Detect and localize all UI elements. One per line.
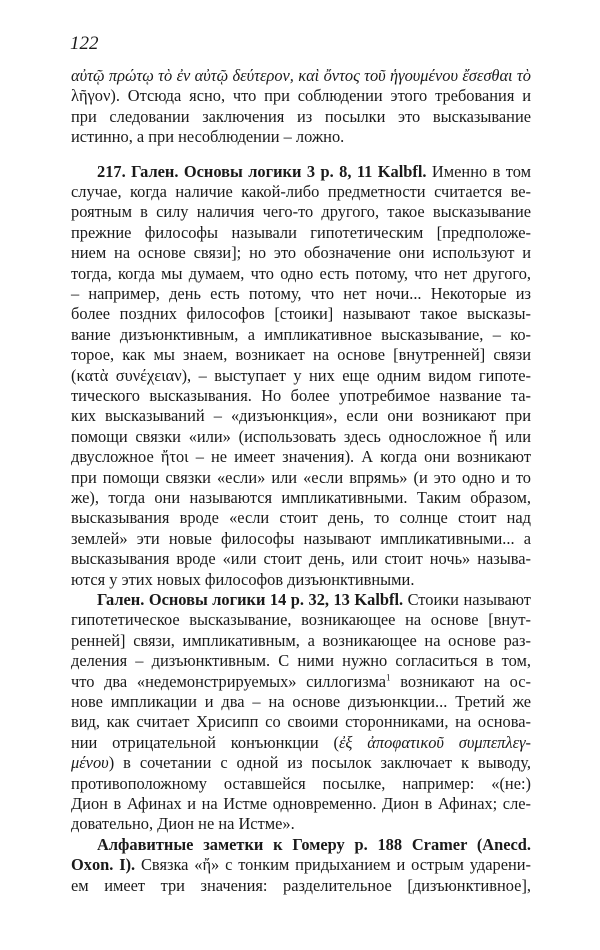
text-line <box>71 284 531 304</box>
text-line <box>97 162 531 182</box>
text-line <box>71 86 531 106</box>
text-line <box>71 366 531 386</box>
text-segment: μένου <box>71 753 109 773</box>
text-segment: ) в сочетании с одной из посылок заключает к выводу, <box>108 753 531 773</box>
text-line <box>71 753 531 773</box>
text-line <box>71 876 531 896</box>
footnote-ref: 1 <box>386 672 391 683</box>
text-segment: нием на основе связи]; но это обозначение они используют и <box>71 243 531 263</box>
text-line <box>71 855 531 875</box>
text-line <box>71 468 531 488</box>
text-line <box>71 549 531 569</box>
text-segment: прежние философы называли гипотетическим [предположе- <box>71 222 531 242</box>
page-number: 122 <box>70 33 99 54</box>
text-segment: вид, как считает Хрисипп со своими сторонниками, на основа- <box>71 712 531 732</box>
text-segment: ются у этих новых философов дизъюнктивными. <box>71 569 415 589</box>
text-segment: возникают на ос- <box>390 671 532 691</box>
text-segment: ем имеет три значения: разделительное [дизъюнктивное], <box>71 875 531 895</box>
text-segment: случае, когда наличие какой-либо предметности считается ве- <box>71 182 531 201</box>
text-line <box>71 406 531 426</box>
text-segment: двусложное ἤτοι – не имеет значения). А когда они возникают <box>71 447 531 467</box>
text-segment: высказывания вроде «или стоит день, или стоит ночь» называ- <box>71 549 531 569</box>
text-line <box>71 488 531 508</box>
text-line <box>71 127 531 147</box>
text-segment: нии отрицательной конъюнкции ( <box>71 732 339 752</box>
text-segment: что два «недемонстрируемых» силлогизма <box>71 671 387 691</box>
text-line <box>71 243 531 263</box>
text-line <box>71 508 531 528</box>
text-segment: Стоики называют <box>403 590 531 609</box>
text-segment: тического высказывания. Но более употребимое название та- <box>71 386 531 405</box>
text-segment: Связка «ἤ» с тонким придыханием и острым ударени- <box>135 855 532 875</box>
text-line <box>71 672 531 692</box>
text-segment: при помощи связки «если» или «если впрямь» (и это одно и то <box>71 467 531 487</box>
text-segment: Именно в том <box>426 161 531 181</box>
source-citation: Гален. Основы логики 14 p. 32, 13 Kalbfl. <box>97 590 404 609</box>
text-segment: λῆγον). Отсюда ясно, что при соблюдении этого требования и <box>71 86 531 106</box>
source-citation: Алфавитные заметки к Гомеру p. 188 Cramer (Anecd. <box>97 834 531 854</box>
text-segment: ких высказываний – «дизъюнкция», если они возникают при <box>71 406 531 426</box>
text-line <box>71 610 531 630</box>
text-segment: же), тогда они называются импликативными. Таким образом, <box>71 488 531 507</box>
text-segment: противоположному оставшейся посылке, например: «(не:) <box>71 773 531 793</box>
text-segment: нове импликации и два – на основе дизъюнкции... Третий же <box>71 692 531 711</box>
source-citation: Oxon. I). <box>71 855 136 875</box>
text-line <box>71 692 531 712</box>
text-line <box>71 345 531 365</box>
text-line <box>71 712 531 732</box>
text-segment: (κατὰ συνέχειαν), – выступает у них еще одним видом гипоте- <box>71 365 531 385</box>
text-segment: роятным в силу наличия чего-то другого, такое высказывание <box>71 202 531 222</box>
text-line <box>71 814 531 834</box>
text-line <box>71 794 531 814</box>
text-line <box>71 202 531 222</box>
text-segment: Дион в Афинах и на Истме одновременно. Дион в Афинах; сле- <box>71 794 531 813</box>
text-segment: деления – дизъюнктивным. С ними нужно согласиться в том, <box>71 651 531 671</box>
text-line <box>71 570 531 590</box>
text-segment: истинно, а при несоблюдении – ложно. <box>71 127 345 147</box>
text-line <box>71 182 531 202</box>
text-line <box>71 774 531 794</box>
text-line <box>71 427 531 447</box>
text-segment: более поздних философов [стоики] называют такое высказы- <box>71 304 531 324</box>
text-line <box>71 107 531 127</box>
text-line <box>71 304 531 324</box>
text-line <box>71 66 531 86</box>
text-segment: землей» эти новые философы называют импликативными... а <box>71 528 531 548</box>
text-line <box>97 835 531 855</box>
text-line <box>97 590 531 610</box>
text-segment: гипотетическое высказывание, возникающее на основе [внут- <box>71 610 531 630</box>
text-line <box>71 733 531 753</box>
text-segment: высказывания вроде «если стоит день, то солнце стоит над <box>71 508 531 528</box>
text-line <box>71 631 531 651</box>
text-segment: торое, как мы знаем, возникает на основе [внутренней] связи <box>71 345 531 365</box>
text-segment: при следовании заключения из посылки это высказывание <box>71 106 531 126</box>
text-line <box>71 529 531 549</box>
text-line <box>71 223 531 243</box>
source-citation: 217. Гален. Основы логики 3 p. 8, 11 Kalbfl. <box>97 161 427 181</box>
text-segment: αὐτῷ πρώτῳ τὸ ἐν αὐτῷ δεύτερον, καὶ ὄντος τοῦ ἡγουμένου ἔσεσθαι τὸ <box>71 66 531 85</box>
text-segment: помощи связки «или» (использовать здесь односложное ἤ или <box>71 426 531 446</box>
text-line <box>71 651 531 671</box>
text-line <box>71 264 531 284</box>
text-segment: вание дизъюнктивным, а импликативное высказывание, – ко- <box>71 324 531 344</box>
text-segment: – например, день есть потому, что нет ночи... Некоторые из <box>71 284 531 303</box>
text-segment: ренней] связи, импликативным, а возникающее на основе раз- <box>71 630 531 650</box>
text-line <box>71 447 531 467</box>
text-line <box>71 386 531 406</box>
text-segment: тогда, когда мы думаем, что одно есть потому, что нет другого, <box>71 263 531 283</box>
text-segment: довательно, Дион не на Истме». <box>71 814 295 834</box>
text-segment: ἐξ ἀποφατικοῦ συμπεπλεγ- <box>338 732 531 752</box>
text-line <box>71 325 531 345</box>
